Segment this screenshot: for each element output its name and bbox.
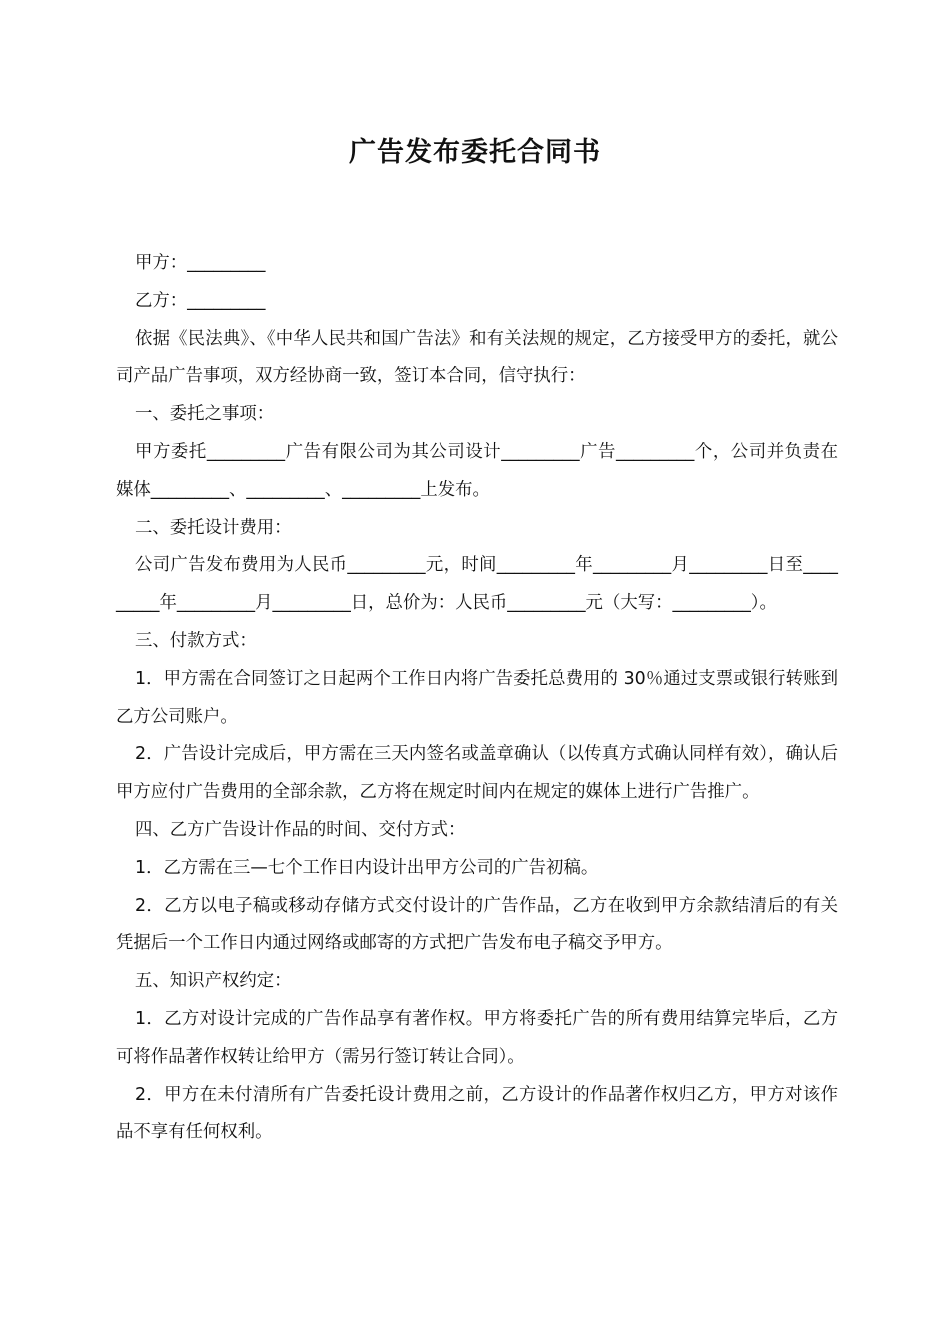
section-heading-1: 一、委托之事项：: [135, 404, 275, 425]
party-b-line: 乙方：_________: [135, 290, 266, 311]
section-heading-2: 二、委托设计费用：: [135, 517, 292, 538]
section-heading-3: 三、付款方式：: [135, 630, 257, 651]
document-title: 广告发布委托合同书: [349, 137, 601, 168]
party-a-line: 甲方：_________: [135, 253, 266, 273]
preamble-paragraph: 依据《民法典》、《中华人民共和国广告法》和有关法规的规定，乙方接受甲方的委托，就公司产品广告事项，双方经协商一致，签订本合同，信守执行：: [116, 328, 838, 387]
section-5-item-2: 2．甲方在未付清所有广告委托设计费用之前，乙方设计的作品著作权归乙方，甲方对该作品不享有任何权利。: [116, 1084, 838, 1143]
section-heading-4: 四、乙方广告设计作品的时间、交付方式：: [135, 819, 466, 840]
section-3-item-2: 2．广告设计完成后，甲方需在三天内签名或盖章确认（以传真方式确认同样有效），确认后甲方应付广告费用的全部余款，乙方将在规定时间内在规定的媒体上进行广告推广。: [116, 744, 838, 803]
section-4-item-1: 1．乙方需在三—七个工作日内设计出甲方公司的广告初稿。: [135, 857, 599, 878]
section-3-item-1: 1．甲方需在合同签订之日起两个工作日内将广告委托总费用的 30％通过支票或银行转账到乙方公司账户。: [116, 668, 838, 727]
section-heading-5: 五、知识产权约定：: [135, 971, 292, 992]
section-2-paragraph: 公司广告发布费用为人民币_________元，时间_________年_________月_________日至_________年_________月_________日，总价为：人民币_________元（大写：_________）。: [116, 555, 838, 614]
section-1-paragraph: 甲方委托_________广告有限公司为其公司设计_________广告_________个，公司并负责在媒体_________、_________、_________上发布。: [116, 441, 838, 500]
section-4-item-2: 2．乙方以电子稿或移动存储方式交付设计的广告作品，乙方在收到甲方余款结清后的有关凭据后一个工作日内通过网络或邮寄的方式把广告发布电子稿交予甲方。: [116, 895, 838, 954]
document-body: [116, 245, 838, 1152]
section-5-item-1: 1．乙方对设计完成的广告作品享有著作权。甲方将委托广告的所有费用结算完毕后，乙方可将作品著作权转让给甲方（需另行签订转让合同）。: [116, 1008, 838, 1067]
